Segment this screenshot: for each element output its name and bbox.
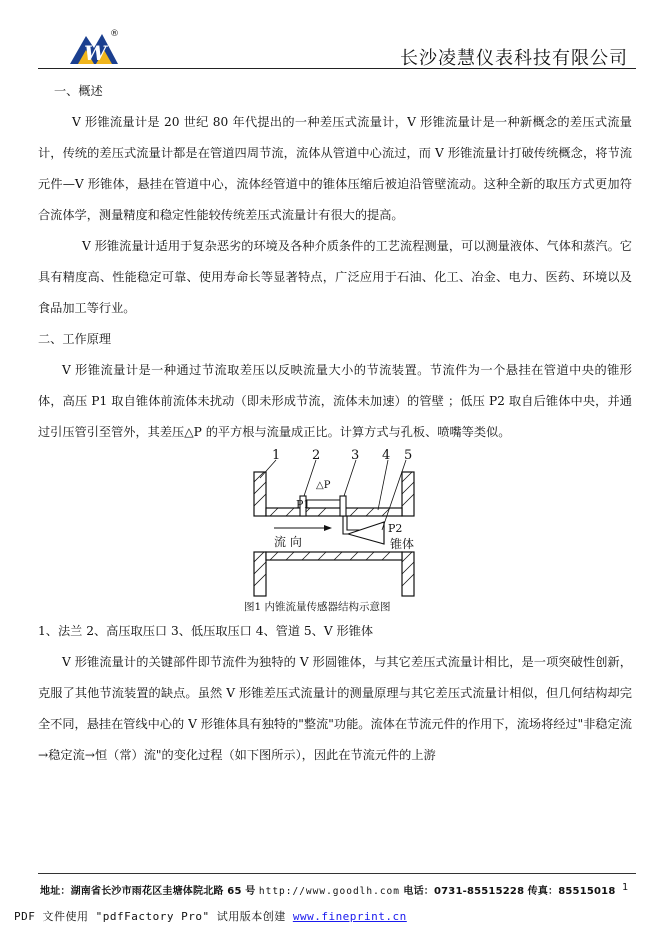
figure-caption: 图1 内锥流量传感器结构示意图 [244, 601, 391, 613]
delta-p-label: △P [316, 480, 331, 491]
pdf-note-text: PDF 文件使用 "pdfFactory Pro" 试用版本创建 [14, 910, 286, 923]
header-divider [38, 68, 636, 69]
company-logo [66, 26, 124, 68]
label-4: 4 [382, 448, 391, 463]
label-1: 1 [272, 448, 281, 463]
section-2-paragraph-2: V 形锥流量计的关键部件即节流件为独特的 V 形圆锥体，与其它差压式流量计相比，是一项突破性创新，克服了其他节流装置的缺点。虽然 V 形锥差压式流量计的测量原理与其它差压式流量计相似，但几何结构却完全不同，悬挂在管线中心的 V 形锥体具有独特的"整流"功能。流体在节流元件的作用下，流场将经过"非稳定流→稳定流→恒（常）流"的变化过程（如下图所示），因此在节流元件的上游 [38, 655, 632, 762]
left-flange-top [254, 472, 266, 516]
pdf-creator-note [14, 908, 407, 924]
pipe-wall-bottom [266, 552, 402, 560]
low-pressure-tap [340, 496, 346, 516]
footer [40, 882, 630, 897]
footer-phone: 电话：0731-85515228 [403, 886, 525, 897]
footer-divider [38, 873, 636, 874]
p2-label: P2 [388, 522, 403, 535]
section-1-paragraph-1: V 形锥流量计是 20 世纪 80 年代提出的一种差压式流量计，V 形锥流量计是一种新概念的差压式流量计，传统的差压式流量计都是在管道四周节流，流体从管道中心流过，而 V 形锥流量计打破传统概念，将节流元件—V 形锥体，悬挂在管道中心，流体经管道中的锥体压缩后被迫沿管壁流动。这种全新的取压方式更加符合流体学，测量精度和稳定性能较传统差压式流量计有很大的提高。 [38, 115, 632, 222]
label-2: 2 [312, 448, 321, 463]
footer-fax: 传真：85515018 [527, 886, 616, 897]
pipe-wall-top [266, 508, 402, 516]
right-flange-bottom [402, 552, 414, 596]
logo-letter: W [84, 41, 107, 65]
footer-url: http://www.goodlh.com [258, 886, 400, 897]
section-1-paragraph-2: V 形锥流量计适用于复杂恶劣的环境及各种介质条件的工艺流程测量，可以测量液体、气体和蒸汽。它具有精度高、性能稳定可靠、使用寿命长等显著特点，广泛应用于石油、化工、冶金、电力、医药、环境以及食品加工等行业。 [38, 239, 632, 315]
flow-direction-label: 流 向 [274, 535, 302, 549]
left-flange-bottom [254, 552, 266, 596]
document-body [38, 76, 632, 771]
fineprint-link[interactable]: www.fineprint.cn [292, 910, 407, 923]
p1-label: P1 [296, 498, 311, 511]
flowmeter-diagram [38, 448, 632, 616]
page-number: 1 [621, 882, 628, 893]
section-2-paragraph-1: V 形锥流量计是一种通过节流取差压以反映流量大小的节流装置。节流件为一个悬挂在管道中央的锥形体，高压 P1 取自锥体前流体未扰动（即未形成节流，流体未加速）的管壁 ；低压 P2 取自后锥体中央，并通过引压管引至管外，其差压△P 的平方根与流量成正比。计算方式与孔板、喷嘴等类似。 [38, 363, 632, 439]
flow-arrow-icon [324, 525, 332, 531]
section-2-title: 二、工作原理 [38, 332, 112, 346]
footer-address: 地址：湖南省长沙市雨花区圭塘体院北路 65 号 [40, 886, 256, 897]
section-1-title: 一、概述 [54, 84, 103, 98]
right-flange-top [402, 472, 414, 516]
cone-label: 锥体 [390, 537, 415, 551]
company-name: 长沙凌慧仪表科技有限公司 [400, 48, 628, 69]
label-5: 5 [404, 448, 413, 463]
registered-mark: ® [110, 29, 119, 39]
figure-legend: 1、法兰 2、高压取压口 3、低压取压口 4、管道 5、V 形锥体 [38, 624, 374, 638]
v-cone [348, 522, 384, 544]
label-3: 3 [351, 448, 360, 463]
